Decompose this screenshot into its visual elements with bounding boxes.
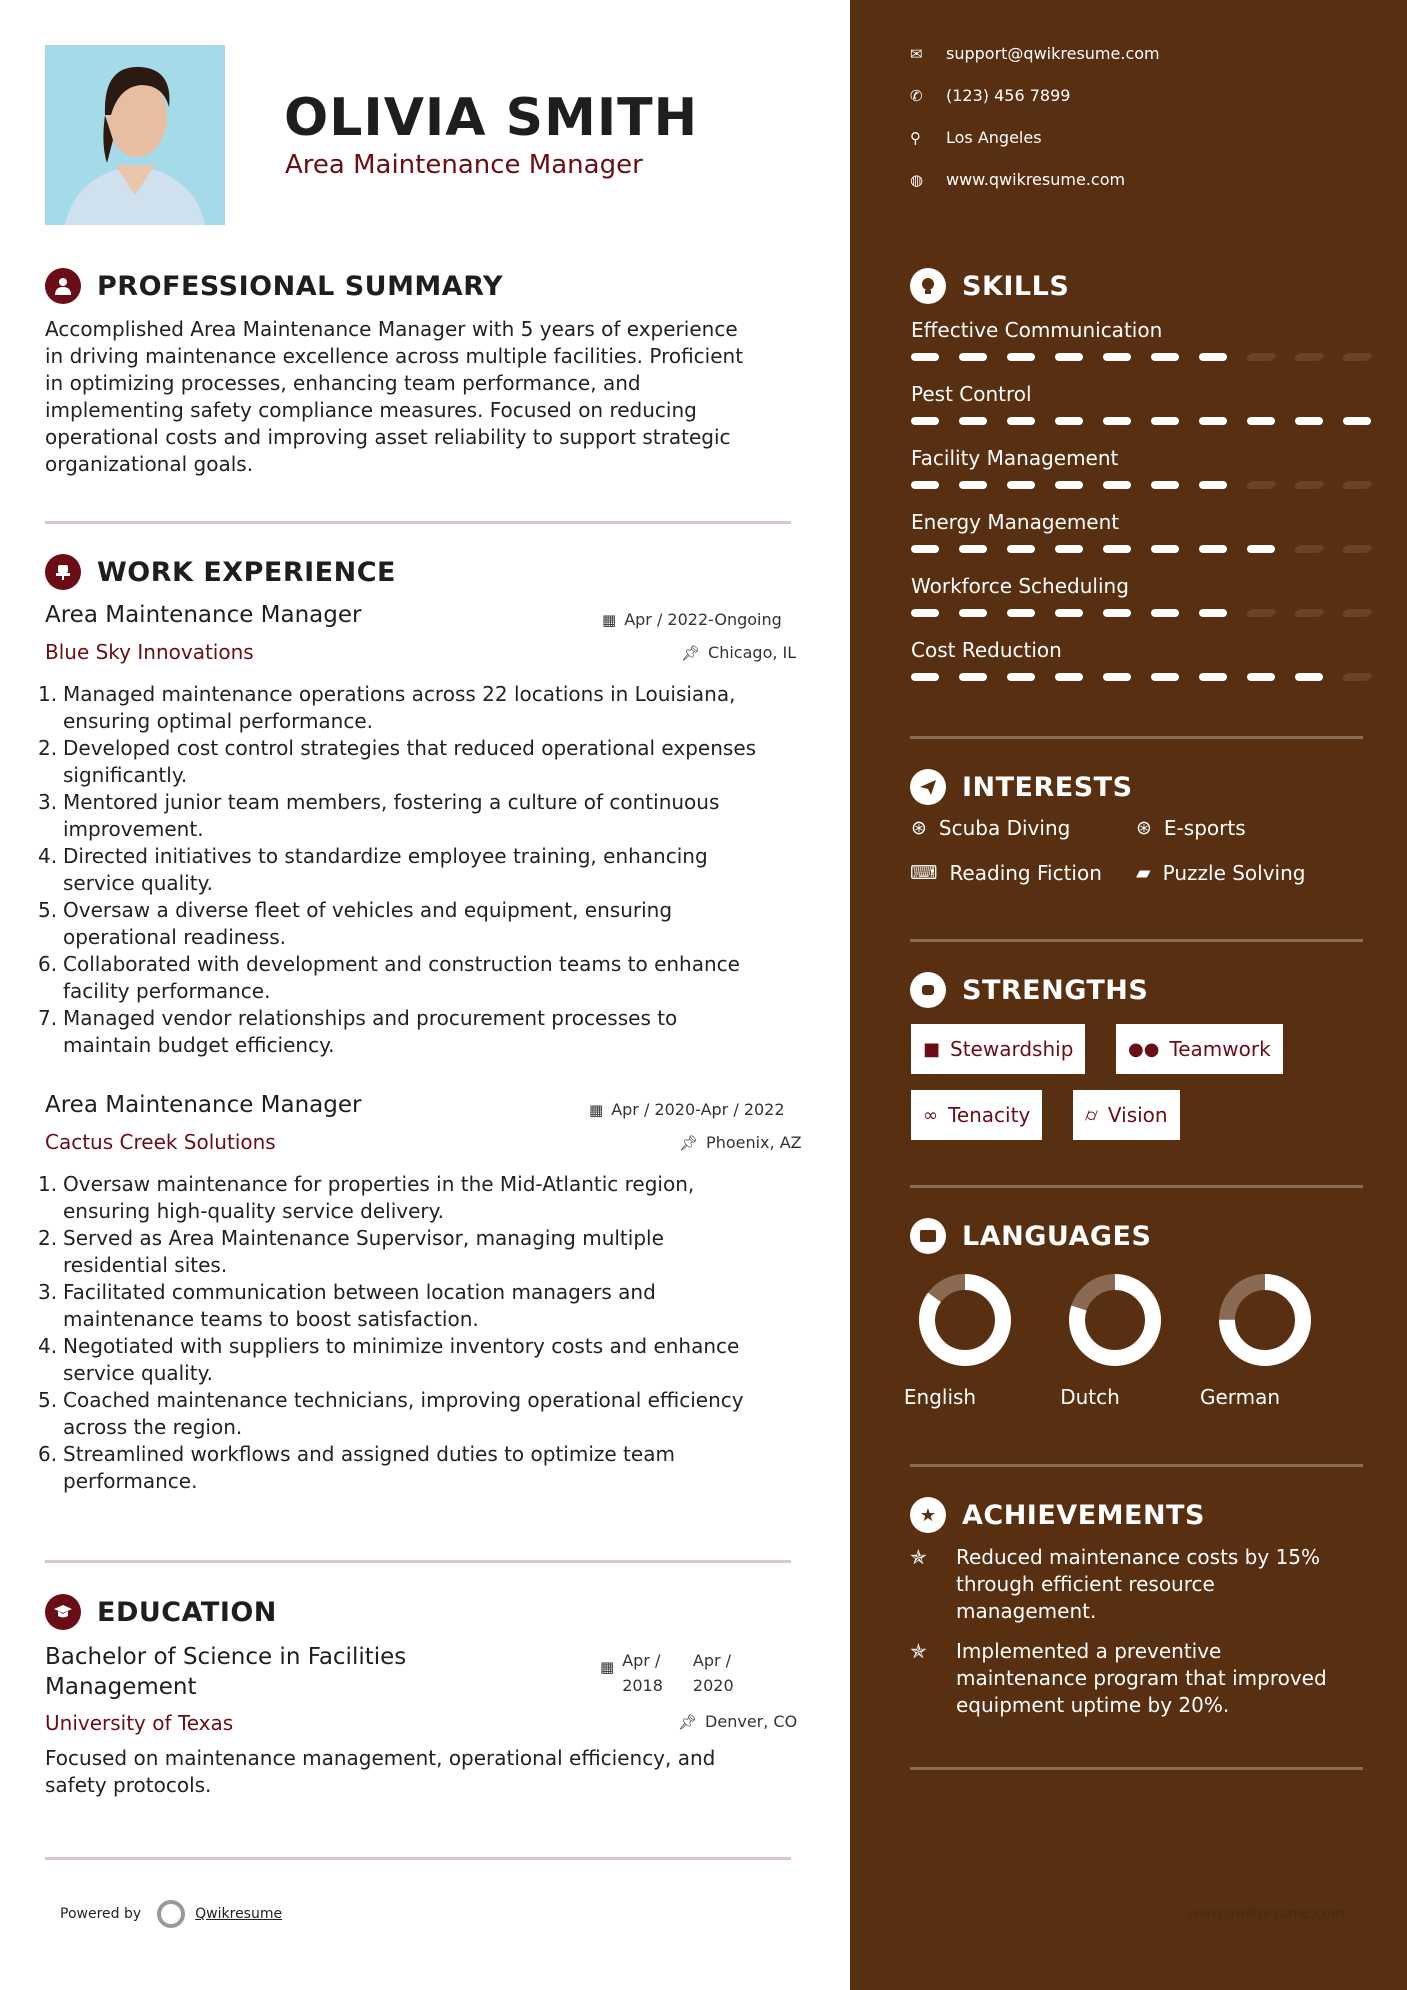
candidate-title: Area Maintenance Manager (285, 150, 643, 180)
skill-level-dash (1055, 545, 1083, 553)
language-name: German (1199, 1385, 1281, 1409)
qwikresume-logo-icon (157, 1900, 185, 1928)
skill-level-dash (1103, 417, 1131, 425)
skill-level-dash (1199, 353, 1227, 361)
divider (910, 1185, 1363, 1188)
skill-level-bar (911, 353, 1371, 361)
skill-level-dash (1007, 481, 1035, 489)
list-item: 5. Oversaw a diverse fleet of vehicles and equipment, ensuring operational readiness. (38, 898, 673, 949)
skill-level-dash (911, 545, 939, 553)
skill-level-dash (1293, 545, 1326, 553)
achievements-heading (910, 1497, 1205, 1533)
job-title: Area Maintenance Manager (45, 1092, 362, 1118)
divider (45, 1560, 791, 1563)
list-item: 5. Coached maintenance technicians, improving operational efficiency across the region. (38, 1388, 744, 1439)
footer-website[interactable]: www.qwikresume.com (1188, 1906, 1345, 1922)
user-icon (45, 268, 81, 304)
skill-level-dash (911, 481, 939, 489)
skill-level-bar (911, 609, 1371, 617)
skill-name: Pest Control (911, 382, 1032, 406)
skill-level-dash (911, 417, 939, 425)
contact-phone[interactable]: ✆ (123) 456 7899 (910, 86, 1071, 105)
achievement-item: ✯ Reduced maintenance costs by 15% through efficient resource management. (910, 1545, 1321, 1623)
divider (910, 1767, 1363, 1770)
degree: Bachelor of Science in Facilities Management (45, 1644, 407, 1700)
skill-level-bar (911, 545, 1371, 553)
skill-level-dash (1103, 353, 1131, 361)
lightbulb-icon (910, 268, 946, 304)
skill-level-dash (1151, 417, 1179, 425)
qwikresume-link[interactable]: Qwikresume (195, 1906, 283, 1922)
list-item: 6. Collaborated with development and construction teams to enhance facility performance. (38, 952, 740, 1003)
skill-level-dash (1151, 353, 1179, 361)
skill-level-dash (1341, 481, 1374, 489)
skill-level-dash (1055, 353, 1083, 361)
experience-heading (45, 554, 396, 590)
life-ring-icon: ⊛ (1136, 817, 1152, 839)
job-duties (38, 681, 798, 1059)
skill-level-dash (1007, 353, 1035, 361)
skill-level-dash (1245, 609, 1278, 617)
skill-level-dash (1341, 609, 1374, 617)
graduation-icon (45, 1594, 81, 1630)
shooting-star-icon: ✯ (910, 1639, 927, 1663)
skill-level-dash (1293, 609, 1326, 617)
footer (60, 1900, 282, 1928)
skill-level-dash (1103, 673, 1131, 681)
job-duties (38, 1171, 798, 1495)
interest-item: ⌨ Reading Fiction (910, 861, 1102, 885)
job-date: ▦ Apr / 2020-Apr / 2022 (589, 1100, 785, 1119)
interest-item: ▰ Puzzle Solving (1136, 861, 1306, 885)
skill-level-dash (959, 481, 987, 489)
skill-level-dash (1199, 609, 1227, 617)
list-item: 3. Facilitated communication between location managers and maintenance teams to boost satisfaction. (38, 1280, 656, 1331)
skill-name: Effective Communication (911, 318, 1163, 342)
skill-level-dash (1199, 673, 1227, 681)
skill-level-dash (959, 545, 987, 553)
skill-level-dash (959, 353, 987, 361)
interest-item: ⊛ E-sports (1136, 816, 1246, 840)
strength-badge: ⌭ Vision (1073, 1090, 1180, 1140)
education-heading (45, 1594, 277, 1630)
skill-level-dash (1055, 609, 1083, 617)
skill-level-dash (911, 673, 939, 681)
skill-level-dash (911, 609, 939, 617)
calendar-icon: ▦ (589, 1100, 604, 1119)
skill-level-dash (959, 609, 987, 617)
strengths-heading (910, 972, 1148, 1008)
contact-email[interactable]: ✉ support@qwikresume.com (910, 44, 1160, 63)
skill-level-dash (1103, 481, 1131, 489)
job-title: Area Maintenance Manager (45, 602, 362, 628)
skill-level-dash (1151, 609, 1179, 617)
list-item: 4. Directed initiatives to standardize employee training, enhancing service quality. (38, 844, 708, 895)
language-name: English (903, 1385, 977, 1409)
skill-level-dash (1247, 673, 1275, 681)
skill-level-dash (1007, 609, 1035, 617)
briefcase-chair-icon (45, 554, 81, 590)
skill-level-dash (959, 673, 987, 681)
list-item: 6. Streamlined workflows and assigned duties to optimize team performance. (38, 1442, 675, 1493)
interests-heading (910, 769, 1133, 805)
skill-level-dash (1341, 673, 1374, 681)
skill-name: Cost Reduction (911, 638, 1062, 662)
skill-level-dash (1343, 417, 1371, 425)
language-name: Dutch (1060, 1385, 1120, 1409)
job-location: 📌︎ Phoenix, AZ (679, 1133, 802, 1152)
interest-item: ⊛ Scuba Diving (911, 816, 1071, 840)
achievement-item: ✯ Implemented a preventive maintenance program that improved equipment uptime by 20%. (910, 1639, 1327, 1717)
summary-title: PROFESSIONAL SUMMARY (97, 270, 504, 302)
skill-level-dash (1151, 673, 1179, 681)
experience-title: WORK EXPERIENCE (97, 556, 396, 588)
job-company: Cactus Creek Solutions (45, 1130, 276, 1154)
strength-badge: ●● Teamwork (1116, 1024, 1283, 1074)
skill-level-dash (1341, 353, 1374, 361)
job-date: ▦ Apr / 2022-Ongoing (602, 610, 782, 629)
candidate-name: OLIVIA SMITH (284, 88, 699, 148)
skills-title: SKILLS (962, 270, 1070, 302)
summary-text: Accomplished Area Maintenance Manager with 5 years of experience in driving maintenance excellence across multiple facilities. Proficient in optimizing processes, enhancing team performance, and implementing safety compliance measures. Focused on reducing operational costs and improving asset reliability to support strategic organizational goals. (45, 317, 744, 476)
strength-badge: ■ Stewardship (911, 1024, 1085, 1074)
divider (45, 521, 791, 524)
languages-heading (910, 1218, 1151, 1254)
paper-plane-icon (910, 769, 946, 805)
skill-level-bar (911, 417, 1371, 425)
language-chart (890, 1270, 1040, 1374)
list-item: 7. Managed vendor relationships and procurement processes to maintain budget efficiency. (38, 1006, 678, 1057)
job-company: Blue Sky Innovations (45, 640, 254, 664)
language-chart (1190, 1270, 1340, 1374)
book-icon: ▰ (1136, 862, 1151, 884)
map-pin-icon: ⚲ (910, 128, 921, 147)
strength-badge: ∞ Tenacity (911, 1090, 1042, 1140)
skill-level-dash (1247, 417, 1275, 425)
skill-level-dash (1245, 481, 1278, 489)
skill-level-dash (1293, 481, 1326, 489)
list-item: 1. Managed maintenance operations across 22 locations in Louisiana, ensuring optimal performance. (38, 682, 736, 733)
achievements-title: ACHIEVEMENTS (962, 1499, 1205, 1531)
skills-heading (910, 268, 1069, 304)
skill-level-dash (911, 353, 939, 361)
shooting-star-icon: ✯ (910, 1545, 927, 1569)
education-dates: ▦ Apr / 2018 Apr / 2020 (600, 1651, 734, 1695)
interests-title: INTERESTS (962, 771, 1133, 803)
globe-icon: ◍ (910, 170, 924, 189)
skill-level-dash (959, 417, 987, 425)
skill-level-dash (1103, 545, 1131, 553)
skill-name: Workforce Scheduling (911, 574, 1129, 598)
binoculars-icon: ⌭ (1085, 1104, 1098, 1126)
skill-name: Facility Management (911, 446, 1119, 470)
skill-level-dash (1199, 481, 1227, 489)
skill-level-dash (1055, 673, 1083, 681)
divider (910, 736, 1363, 739)
language-icon (910, 1218, 946, 1254)
list-item: 1. Oversaw maintenance for properties in the Mid-Atlantic region, ensuring high-quality service delivery. (38, 1172, 695, 1223)
skill-level-dash (1103, 609, 1131, 617)
summary-heading (45, 268, 503, 304)
job-location: 📌︎ Chicago, IL (681, 643, 797, 662)
skill-level-dash (1151, 545, 1179, 553)
powered-by-label: Powered by (60, 1906, 142, 1922)
list-item: 2. Developed cost control strategies that reduced operational expenses significantly. (38, 736, 757, 787)
skill-level-dash (1055, 481, 1083, 489)
calendar-icon: ▦ (600, 1658, 615, 1676)
education-title: EDUCATION (97, 1596, 277, 1628)
skill-level-dash (1295, 417, 1323, 425)
school: University of Texas (45, 1711, 234, 1735)
strengths-title: STRENGTHS (962, 974, 1149, 1006)
pin-icon: 📌︎ (679, 1133, 699, 1152)
education-location: 📌︎ Denver, CO (678, 1712, 798, 1731)
pin-icon: 📌︎ (681, 643, 701, 662)
contact-website[interactable]: ◍ www.qwikresume.com (910, 170, 1126, 189)
skill-level-dash (1007, 417, 1035, 425)
briefcase-icon: ■ (923, 1038, 941, 1060)
skill-level-dash (1293, 353, 1326, 361)
list-item: 3. Mentored junior team members, fostering a culture of continuous improvement. (38, 790, 720, 841)
skill-level-dash (1055, 417, 1083, 425)
phone-icon: ✆ (910, 86, 923, 105)
pin-icon: 📌︎ (678, 1712, 698, 1731)
divider (910, 939, 1363, 942)
skill-level-dash (1151, 481, 1179, 489)
skill-level-dash (1199, 417, 1227, 425)
calendar-icon: ▦ (602, 610, 617, 629)
users-icon: ●● (1128, 1038, 1160, 1060)
skill-level-dash (1245, 353, 1278, 361)
skill-level-bar (911, 481, 1371, 489)
contact-location: ⚲ Los Angeles (910, 128, 1042, 147)
skill-level-dash (1247, 545, 1275, 553)
skill-level-dash (1341, 545, 1374, 553)
profile-photo (45, 45, 225, 225)
gamepad-icon: ⌨ (910, 862, 938, 884)
list-item: 4. Negotiated with suppliers to minimize inventory costs and enhance service quality. (38, 1334, 740, 1385)
skill-level-dash (1295, 673, 1323, 681)
divider (910, 1464, 1363, 1467)
life-ring-icon: ⊛ (911, 817, 927, 839)
education-desc: Focused on maintenance management, operational efficiency, and safety protocols. (45, 1746, 716, 1797)
envelope-icon: ✉ (910, 44, 923, 63)
link-icon: ∞ (923, 1104, 938, 1126)
skill-level-dash (1199, 545, 1227, 553)
skill-level-dash (1007, 673, 1035, 681)
divider (45, 1857, 791, 1860)
languages-title: LANGUAGES (962, 1220, 1152, 1252)
star-icon: ★ (910, 1497, 946, 1533)
skill-name: Energy Management (911, 510, 1120, 534)
language-chart (1040, 1270, 1190, 1374)
fist-icon (910, 972, 946, 1008)
skill-level-bar (911, 673, 1371, 681)
list-item: 2. Served as Area Maintenance Supervisor, managing multiple residential sites. (38, 1226, 664, 1277)
skill-level-dash (1007, 545, 1035, 553)
